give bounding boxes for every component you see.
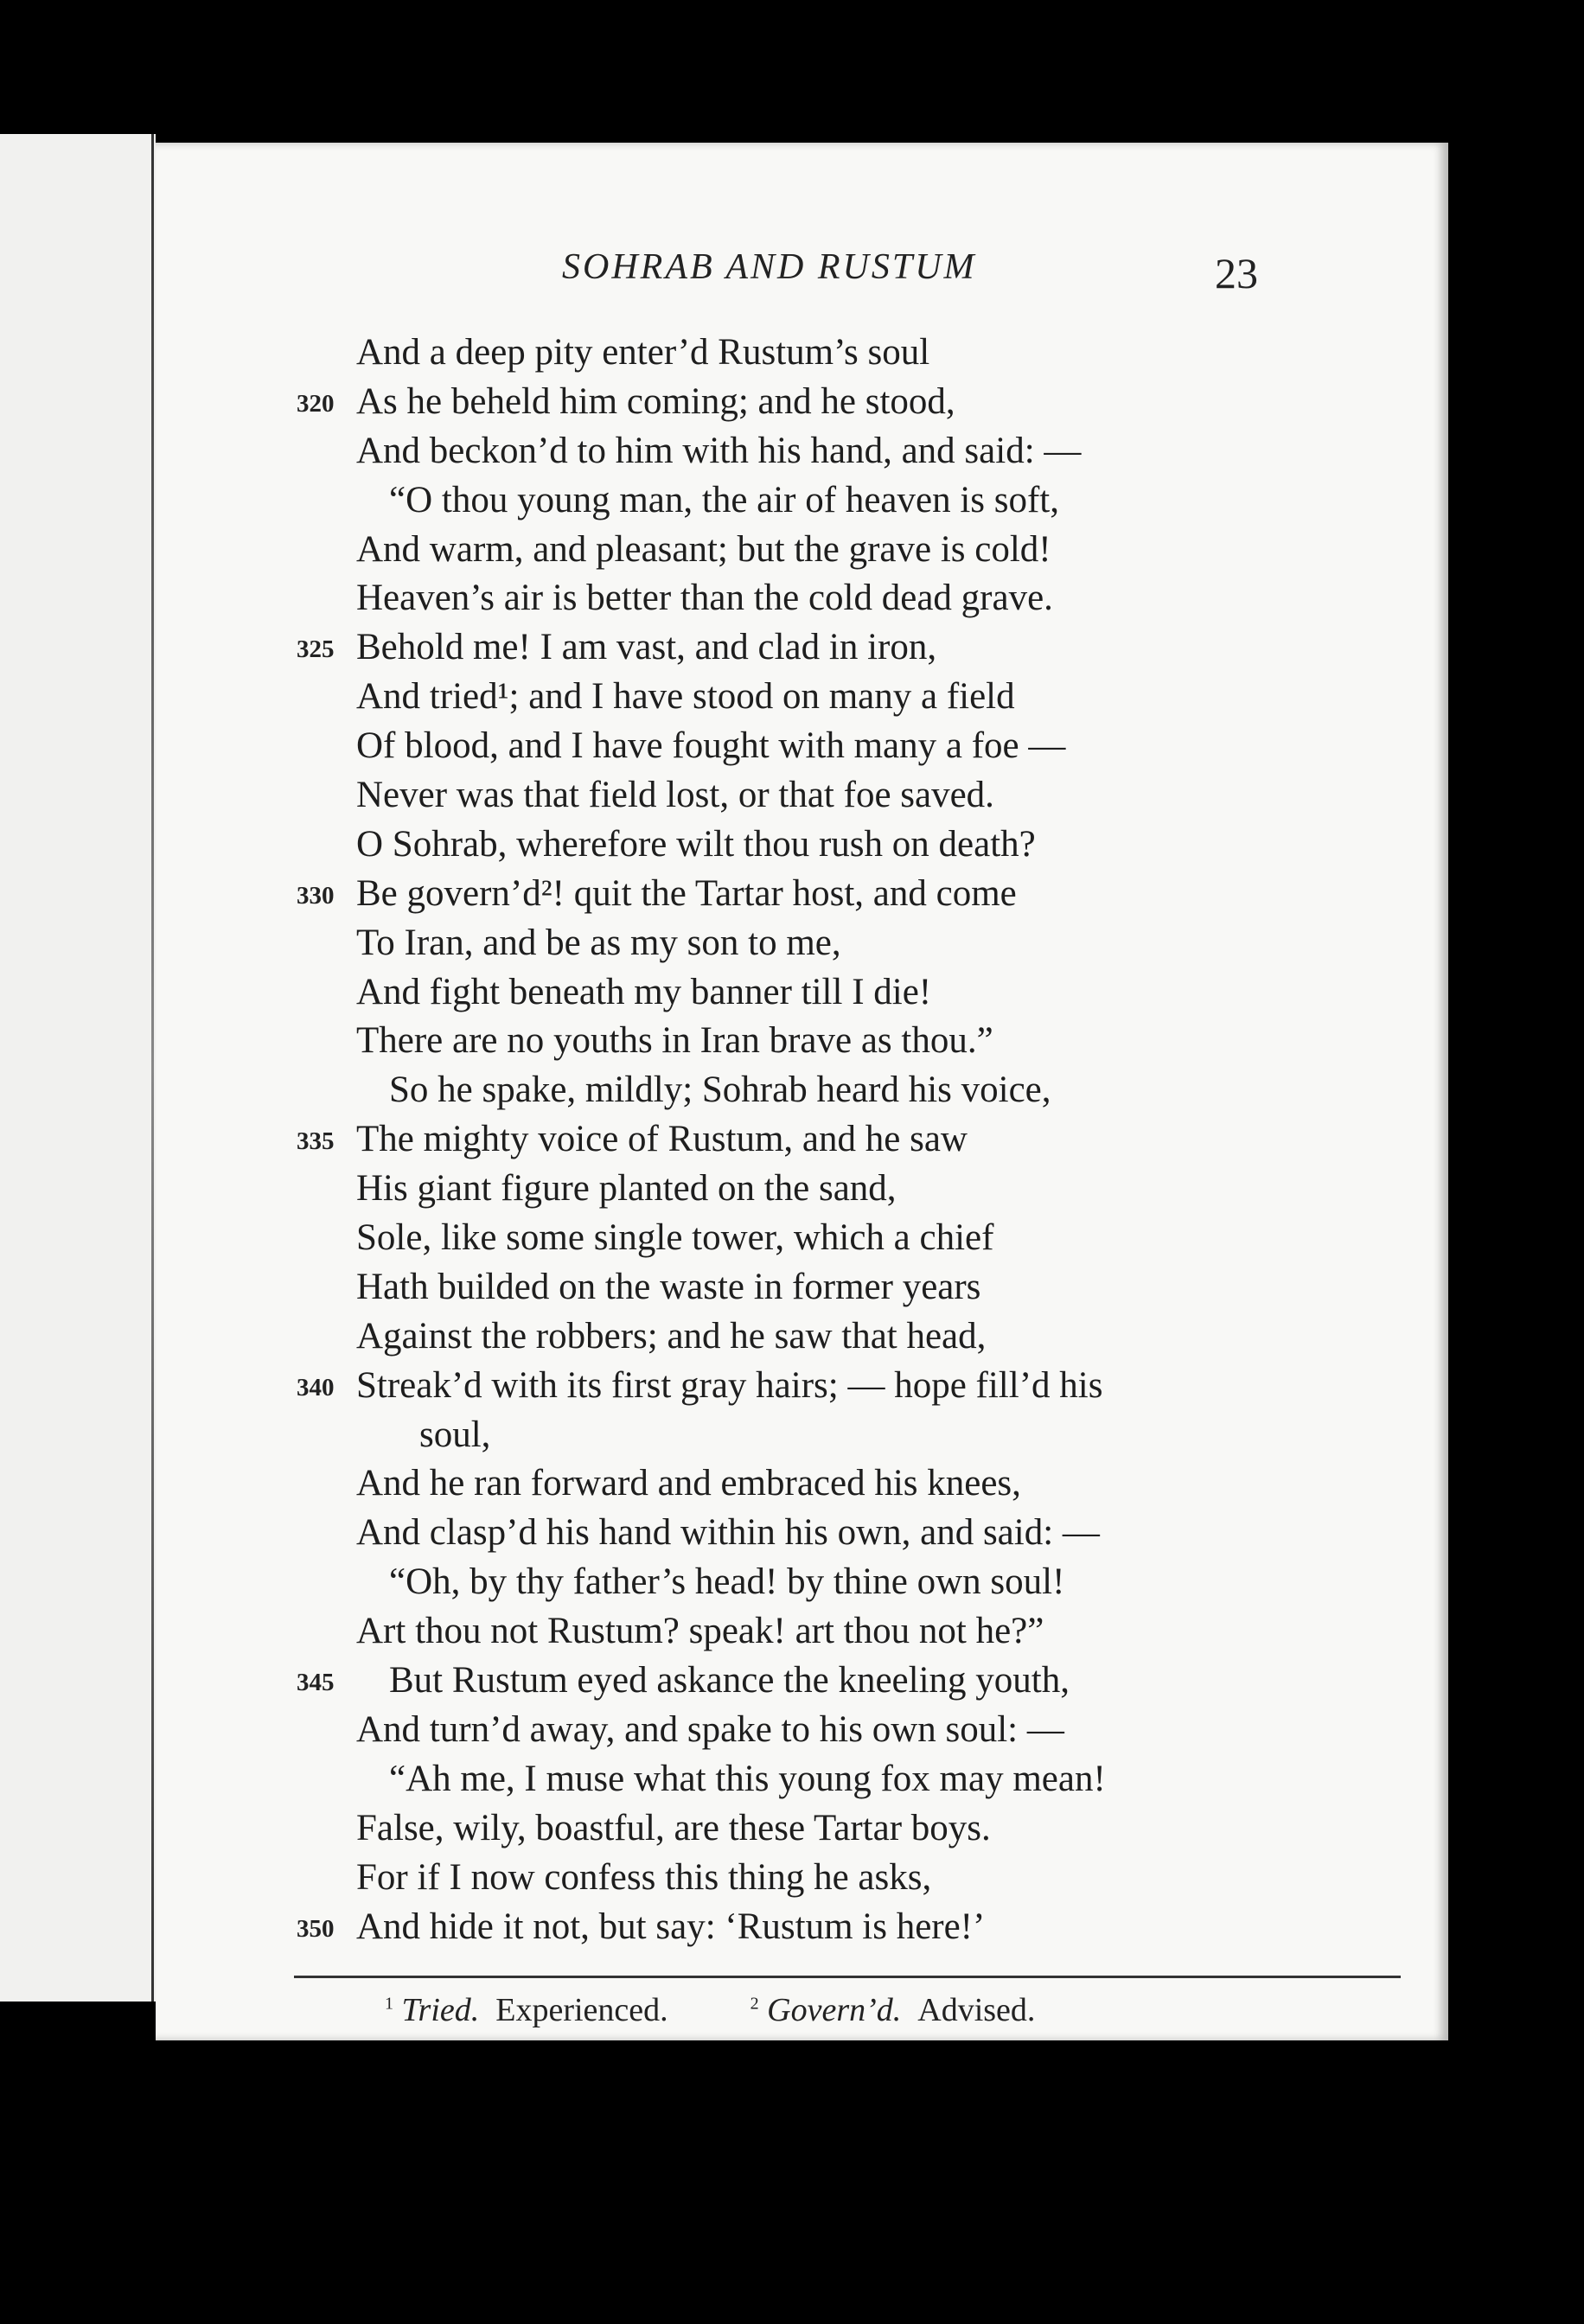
footnote-term: Govern’d. — [767, 1992, 902, 2028]
line-text: And fight beneath my banner till I die! — [356, 971, 932, 1012]
line-text: “Ah me, I muse what this young fox may mean! — [389, 1758, 1106, 1799]
poem-line — [156, 1706, 1448, 1755]
line-text: Of blood, and I have fought with many a foe — — [356, 725, 1066, 767]
book-page — [156, 143, 1448, 2040]
poem-line — [156, 1558, 1448, 1607]
line-number: 350 — [297, 1914, 335, 1943]
poem-line — [156, 574, 1448, 623]
poem-line — [156, 1854, 1448, 1903]
poem-line — [156, 1411, 1448, 1460]
line-text: And beckon’d to him with his hand, and said: — — [356, 430, 1082, 471]
footnote — [385, 1991, 668, 2029]
line-number: 335 — [297, 1127, 335, 1156]
poem-line — [156, 870, 1448, 919]
line-text: O Sohrab, wherefore wilt thou rush on death? — [356, 823, 1036, 865]
poem-line — [156, 526, 1448, 575]
line-text: Heaven’s air is better than the cold dead grave. — [356, 578, 1053, 619]
line-text: And tried¹; and I have stood on many a field — [356, 676, 1015, 718]
line-text: soul, — [419, 1414, 491, 1455]
line-text: And turn’d away, and spake to his own soul: — — [356, 1708, 1064, 1750]
page-number: 23 — [1215, 249, 1258, 297]
poem-line — [156, 1214, 1448, 1263]
poem-line — [156, 1804, 1448, 1854]
line-text: Never was that field lost, or that foe saved. — [356, 775, 994, 816]
poem-line — [156, 722, 1448, 771]
line-text: His giant figure planted on the sand, — [356, 1168, 897, 1210]
line-text: But Rustum eyed askance the kneeling youth, — [389, 1660, 1070, 1702]
poem-line — [156, 378, 1448, 427]
poem-line — [156, 1903, 1448, 1952]
poem-line — [156, 1509, 1448, 1558]
line-text: Streak’d with its first gray hairs; — hope fill’d his — [356, 1364, 1103, 1406]
poem-line — [156, 673, 1448, 722]
footnote — [750, 1991, 1036, 2029]
line-text: Sole, like some single tower, which a chief — [356, 1217, 994, 1259]
line-text: The mighty voice of Rustum, and he saw — [356, 1119, 968, 1160]
poem-line — [156, 1165, 1448, 1214]
poem-body — [156, 329, 1448, 1951]
line-text: So he spake, mildly; Sohrab heard his voice, — [389, 1069, 1051, 1111]
poem-line — [156, 1657, 1448, 1706]
line-number: 340 — [297, 1373, 335, 1401]
book-gutter — [151, 134, 154, 2002]
poem-line — [156, 1115, 1448, 1165]
footnotes — [385, 1991, 1035, 2029]
poem-line — [156, 968, 1448, 1018]
poem-line — [156, 1755, 1448, 1804]
poem-line — [156, 1017, 1448, 1066]
line-text: To Iran, and be as my son to me, — [356, 922, 841, 963]
line-text: As he beheld him coming; and he stood, — [356, 380, 955, 422]
line-text: Against the robbers; and he saw that head, — [356, 1315, 987, 1357]
line-text: And hide it not, but say: ‘Rustum is here!’ — [356, 1906, 986, 1947]
line-text: There are no youths in Iran brave as thou.” — [356, 1020, 993, 1062]
poem-line — [156, 820, 1448, 870]
line-text: For if I now confess this thing he asks, — [356, 1856, 932, 1898]
poem-line — [156, 1459, 1448, 1509]
line-text: Art thou not Rustum? speak! art thou not he?” — [356, 1611, 1044, 1652]
footnote-rule — [294, 1976, 1401, 1978]
poem-line — [156, 1362, 1448, 1411]
facing-page-edge — [0, 134, 156, 2002]
poem-line — [156, 427, 1448, 476]
line-number: 320 — [297, 389, 335, 418]
line-text: And he ran forward and embraced his knees, — [356, 1463, 1021, 1504]
poem-line — [156, 1066, 1448, 1115]
poem-line — [156, 623, 1448, 673]
footnote-definition: Experienced. — [495, 1992, 668, 2028]
poem-line — [156, 1607, 1448, 1657]
poem-line — [156, 329, 1448, 378]
line-text: False, wily, boastful, are these Tartar boys. — [356, 1807, 991, 1848]
line-text: Be govern’d²! quit the Tartar host, and come — [356, 872, 1017, 914]
footnote-term: Tried. — [401, 1992, 480, 2028]
line-text: “Oh, by thy father’s head! by thine own soul! — [389, 1561, 1065, 1603]
running-head: SOHRAB AND RUSTUM — [562, 247, 977, 287]
poem-line — [156, 771, 1448, 820]
poem-line — [156, 1312, 1448, 1362]
line-text: And clasp’d his hand within his own, and said: — — [356, 1512, 1100, 1554]
poem-line — [156, 919, 1448, 968]
line-number: 345 — [297, 1669, 335, 1697]
footnote-marker: 1 — [385, 1994, 393, 2014]
line-text: Behold me! I am vast, and clad in iron, — [356, 627, 937, 668]
line-number: 330 — [297, 881, 335, 910]
line-text: “O thou young man, the air of heaven is soft, — [389, 479, 1060, 520]
line-text: Hath builded on the waste in former years — [356, 1266, 981, 1307]
footnote-definition: Advised. — [917, 1992, 1036, 2028]
line-text: And a deep pity enter’d Rustum’s soul — [356, 332, 930, 373]
poem-line — [156, 476, 1448, 526]
footnote-marker: 2 — [750, 1994, 759, 2014]
poem-line — [156, 1263, 1448, 1312]
line-number: 325 — [297, 635, 335, 664]
line-text: And warm, and pleasant; but the grave is cold! — [356, 528, 1051, 570]
